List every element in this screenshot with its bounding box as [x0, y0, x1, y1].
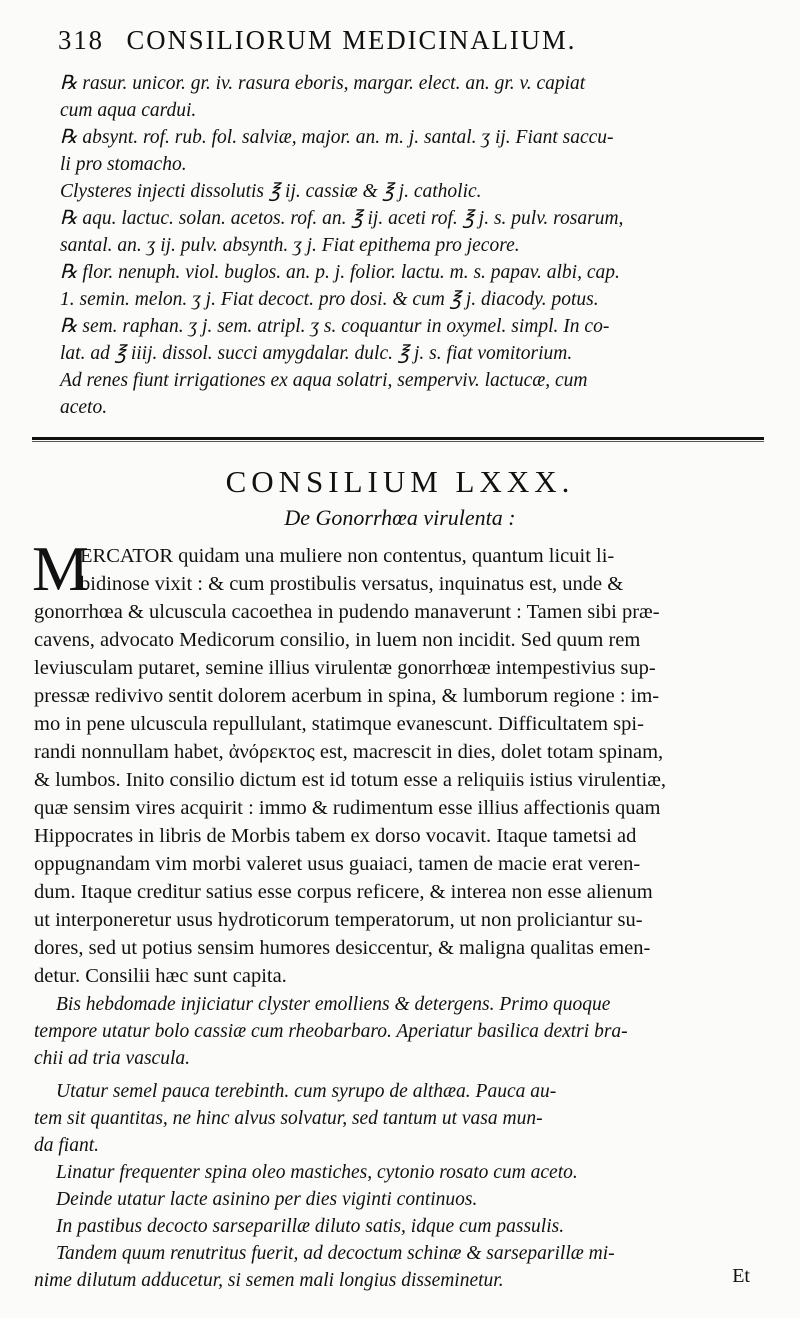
prescription-line: Ad renes fiunt irrigationes ex aqua solatri, semperviv. lactucæ, cum — [60, 370, 588, 391]
body-line: gonorrhœa & ulcuscula cacoethea in pudendo manaverunt : Tamen sibi præ- — [34, 601, 660, 623]
body-line: ERCATOR quidam una muliere non contentus, quantum licuit li- — [80, 545, 615, 567]
page-number: 318 — [58, 25, 104, 55]
body-line: & lumbos. Inito consilio dictum est id totum esse a reliquiis istius virulentiæ, — [34, 769, 667, 791]
body-line: cavens, advocato Medicorum consilio, in luem non incidit. Sed quum rem — [34, 629, 641, 651]
catchword: Et — [732, 1265, 750, 1287]
prescription-line: ℞ sem. raphan. ʒ j. sem. atripl. ʒ s. coquantur in oxymel. simpl. In co- — [60, 316, 610, 337]
body-line: ut interponeretur usus hydroticorum temperatorum, ut non proliciantur su- — [34, 909, 643, 931]
prescription-line: Bis hebdomade injiciatur clyster emolliens & detergens. Primo quoque — [56, 994, 611, 1015]
consilium-subtitle: De Gonorrhœa virulenta : — [284, 505, 516, 530]
body-line: Hippocrates in libris de Morbis tabem ex dorso vocavit. Itaque tametsi ad — [34, 825, 637, 847]
prescription-line: cum aqua cardui. — [60, 100, 197, 121]
prescription-line: 1. semin. melon. ʒ j. Fiat decoct. pro dosi. & cum ℥ j. diacody. potus. — [60, 289, 599, 310]
prescription-line: ℞ rasur. unicor. gr. iv. rasura eboris, margar. elect. an. gr. v. capiat — [60, 73, 586, 94]
prescription-line: ℞ aqu. lactuc. solan. acetos. rof. an. ℥ ij. aceti rof. ℥ j. s. pulv. rosarum, — [60, 208, 624, 229]
drop-cap: M — [32, 533, 89, 604]
body-line: quæ sensim vires acquirit : immo & rudimentum esse illius affectionis quam — [34, 797, 661, 819]
prescription-line: da fiant. — [34, 1135, 100, 1156]
body-line: oppugnandam vim morbi valeret usus guaiaci, tamen de macie erat veren- — [34, 853, 641, 875]
prescription-line: lat. ad ℥ iiij. dissol. succi amygdalar. dulc. ℥ j. s. fiat vomitorium. — [60, 343, 573, 364]
body-line: bidinose vixit : & cum prostibulis versatus, inquinatus est, unde & — [80, 573, 624, 595]
body-line: randi nonnullam habet, ἀνόρεκτος est, macrescit in dies, dolet totam spinam, — [34, 741, 664, 763]
section-rule-thin — [32, 441, 764, 442]
prescription-line: tempore utatur bolo cassiæ cum rheobarbaro. Aperiatur basilica dextri bra- — [34, 1021, 628, 1042]
prescription-line: ℞ absynt. rof. rub. fol. salviæ, major. an. m. j. santal. ʒ ij. Fiant saccu- — [60, 127, 614, 148]
running-header — [58, 22, 770, 58]
body-line: detur. Consilii hæc sunt capita. — [34, 965, 287, 987]
prescription-line: Tandem quum renutritus fuerit, ad decoctum schinæ & sarseparillæ mi- — [56, 1243, 615, 1264]
body-line: dum. Itaque creditur satius esse corpus reficere, & interea non esse alienum — [34, 881, 653, 903]
body-line: leviusculam putaret, semine illius virulentæ gonorrhœæ intempestivius sup- — [34, 657, 656, 679]
prescription-line: In pastibus decocto sarseparillæ diluto satis, idque cum passulis. — [56, 1216, 565, 1237]
prescription-line: ℞ flor. nenuph. viol. buglos. an. p. j. folior. lactu. m. s. papav. albi, cap. — [60, 262, 620, 283]
prescription-line: santal. an. ʒ ij. pulv. absynth. ʒ j. Fiat epithema pro jecore. — [60, 235, 520, 256]
prescription-line: tem sit quantitas, ne hinc alvus solvatur, sed tantum ut vasa mun- — [34, 1108, 543, 1129]
running-title: CONSILIORUM MEDICINALIUM. — [126, 25, 577, 55]
prescription-line: nime dilutum adducetur, si semen mali longius disseminetur. — [34, 1270, 504, 1291]
prescription-line: li pro stomacho. — [60, 154, 187, 175]
prescription-line: chii ad tria vascula. — [34, 1048, 190, 1069]
consilium-title: CONSILIUM LXXX. — [225, 464, 575, 499]
body-line: mo in pene ulcuscula repullulant, statimque evanescunt. Difficultatem spi- — [34, 713, 644, 735]
body-line: pressæ redivivo sentit dolorem acerbum in spina, & lumborum regione : im- — [34, 685, 660, 707]
prescription-line: Linatur frequenter spina oleo mastiches, cytonio rosato cum aceto. — [56, 1162, 578, 1183]
prescription-line: Deinde utatur lacte asinino per dies viginti continuos. — [56, 1189, 478, 1210]
prescription-line: Utatur semel pauca terebinth. cum syrupo de althæa. Pauca au- — [56, 1081, 557, 1102]
body-line: dores, sed ut potius sensim humores desiccentur, & maligna qualitas emen- — [34, 937, 651, 959]
prescription-line: Clysteres injecti dissolutis ℥ ij. cassiæ & ℥ j. catholic. — [60, 181, 482, 202]
prescription-line: aceto. — [60, 397, 108, 418]
section-rule — [32, 437, 764, 440]
